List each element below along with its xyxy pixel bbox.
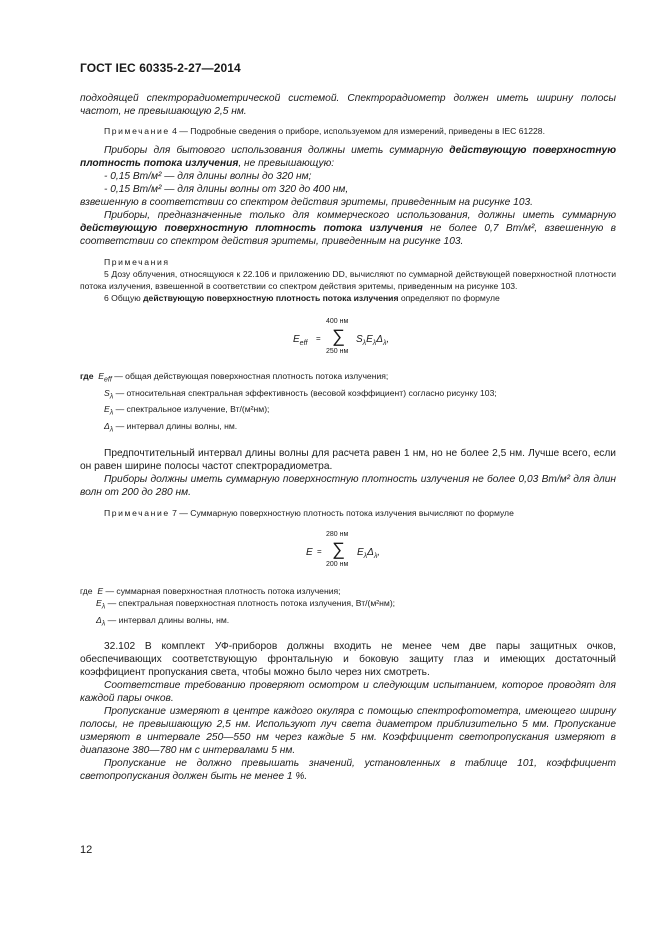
text-part: Приборы, предназначенные только для коммерческого использования, должны иметь суммарную [104, 210, 616, 221]
where-item [80, 614, 616, 631]
subscript: λ [101, 620, 106, 628]
where-item [80, 420, 616, 437]
formula-lhs [293, 334, 307, 347]
subscript: λ [109, 393, 114, 401]
formula-terms [356, 334, 389, 347]
symbol: E [97, 585, 104, 596]
text-part: , не превышающую: [238, 158, 335, 169]
formula-effective-irradiance [80, 318, 616, 362]
formula-terms [357, 547, 380, 560]
subscript: λ [109, 410, 114, 418]
text-part: определяют по формуле [398, 293, 500, 303]
symbol: E [96, 597, 102, 608]
symbol: E [104, 404, 110, 415]
equals-sign: = [317, 546, 322, 556]
definition: — общая действующая поверхностная плотность потока излучения; [111, 371, 389, 381]
paragraph-compliance: Соответствие требованию проверяют осмотром и следующим испытанием, которое проводят для каждой пары очков. [80, 680, 616, 705]
paragraph-interval: Предпочтительный интервал длины волны для расчета равен 1 нм, но не более 2,5 нм. Лучше всего, если он равен ширине полосы частот спектрорадиометра. [80, 447, 616, 472]
sum-lower-limit: 200 нм [326, 560, 349, 568]
note-7 [80, 507, 616, 519]
definition: — интервал длины волны, нм. [105, 614, 230, 625]
sum-upper-limit: 280 нм [326, 530, 349, 538]
where-label: где [80, 585, 93, 596]
bold-term: действующую поверхностную плотность потока излучения [80, 145, 616, 169]
note-4 [80, 125, 616, 137]
page-content [80, 92, 616, 783]
symbol: E [357, 546, 364, 558]
symbol: Δ [367, 546, 374, 558]
equals-sign: = [316, 334, 321, 343]
comma: , [377, 546, 381, 558]
paragraph-32-102: 32.102 В комплект УФ-приборов должны входить не менее чем две пары защитных очков, обеспечивающих соответствующую фронтальную и боковую защиту глаз и имеющих достаточный коэффициент пропускания света, чтобы можно было через них смотреть. [80, 641, 616, 679]
bold-term: действующую поверхностную плотность потока излучения [143, 293, 399, 303]
comma: , [386, 334, 390, 345]
paragraph-transmission-limit: Пропускание не должно превышать значений, установленных в таблице 101, коэффициент светопропускания должен быть не менее 1 %. [80, 758, 616, 783]
sigma-symbol: ∑ [332, 326, 345, 346]
symbol: S [356, 334, 363, 345]
note-label: Примечание [104, 507, 170, 518]
page-number: 12 [80, 844, 93, 856]
note-label: Примечание [104, 126, 170, 136]
formula-lhs: E [306, 546, 313, 558]
subscript: λ [382, 340, 387, 347]
where-list-2 [80, 585, 616, 630]
subscript: eff [104, 376, 112, 384]
bold-term: действующую поверхностную плотность потока излучения [80, 223, 423, 234]
text-part: Приборы для бытового использования должны иметь суммарную [104, 145, 450, 156]
where-item [80, 370, 616, 387]
text-part: не более 0,7 Вт/м², взвешенную в соответствии со спектром действия эритемы, приведенным на рисунке 103. [80, 223, 616, 247]
paragraph-weighted: взвешенную в соответствии со спектром действия эритемы, приведенным на рисунке 103. [80, 197, 534, 208]
subscript: λ [109, 426, 114, 434]
definition: — относительная спектральная эффективность (весовой коэффициент) согласно рисунку 103; [113, 387, 497, 398]
definition: — спектральное излучение, Вт/(м²нм); [113, 404, 270, 415]
sum-upper-limit: 400 нм [326, 318, 349, 325]
formula-total-irradiance [80, 531, 616, 575]
definition: — спектральная поверхностная плотность потока излучения, Вт/(м²нм); [105, 597, 396, 608]
definition: — суммарная поверхностная плотность потока излучения; [103, 585, 341, 596]
symbol: Δ [104, 421, 110, 432]
sum-lower-limit: 250 нм [326, 348, 349, 355]
where-list-1 [80, 370, 616, 437]
where-item [80, 387, 616, 404]
note-5: 5 Дозу облучения, относящуюся к 22.106 и приложению DD, вычисляют по суммарной действующей поверхностной плотности потока излучения, взвешенной в соответствии со спектром действия эритемы, приведенным на рисунке 103. [80, 269, 616, 291]
paragraph-transmission-measure: Пропускание измеряют в центре каждого окуляра с помощью спектрофотометра, имеющего ширину полосы, не превышающую 2,5 нм. Используют луч света диаметром приблизительно 5 мм. Пропускание измеряют в интервале 250—550 нм через каждые 5 нм. Коэффициент светопропускания измеряют в диапазоне 380—780 нм с интервалами 5 нм. [80, 706, 616, 757]
subscript: eff [299, 340, 308, 347]
subscript: λ [372, 340, 377, 347]
subscript: λ [362, 340, 367, 347]
where-label: где [80, 371, 94, 381]
definition: — интервал длины волны, нм. [113, 421, 238, 432]
note-text: 4 — Подробные сведения о приборе, используемом для измерений, приведены в IEC 61228. [169, 126, 545, 136]
sigma-symbol: ∑ [332, 538, 345, 559]
note-6 [80, 292, 616, 304]
subscript: λ [101, 603, 106, 611]
symbol: Δ [376, 334, 383, 345]
document-header: ГОСТ IEC 60335-2-27—2014 [80, 61, 241, 75]
list-item: - 0,15 Вт/м² — для длины волны от 320 до 400 нм, [104, 184, 349, 195]
subscript: λ [373, 552, 378, 560]
paragraph-limit: Приборы должны иметь суммарную поверхностную плотность излучения не более 0,03 Вт/м² для длин волн от 200 до 280 нм. [80, 473, 616, 498]
symbol: S [104, 387, 110, 398]
symbol: E [293, 334, 300, 345]
list-item: - 0,15 Вт/м² — для длины волны до 320 нм; [104, 171, 312, 182]
symbol: E [366, 334, 373, 345]
where-item [80, 585, 616, 597]
paragraph-household [80, 144, 616, 170]
where-item [80, 597, 616, 614]
symbol: Δ [96, 614, 102, 625]
paragraph-spectroradiometer: подходящей спектрорадиометрической системой. Спектрорадиометр должен иметь ширину полосы частот, не превышающую 2,5 нм. [80, 93, 616, 117]
notes-label: Примечания [104, 257, 170, 267]
paragraph-commercial [80, 209, 616, 248]
symbol: E [98, 371, 105, 381]
where-item [80, 403, 616, 420]
note-text: 7 — Суммарную поверхностную плотность потока излучения вычисляют по формуле [169, 507, 514, 518]
text-part: 6 Общую [104, 293, 144, 303]
subscript: λ [363, 552, 368, 560]
